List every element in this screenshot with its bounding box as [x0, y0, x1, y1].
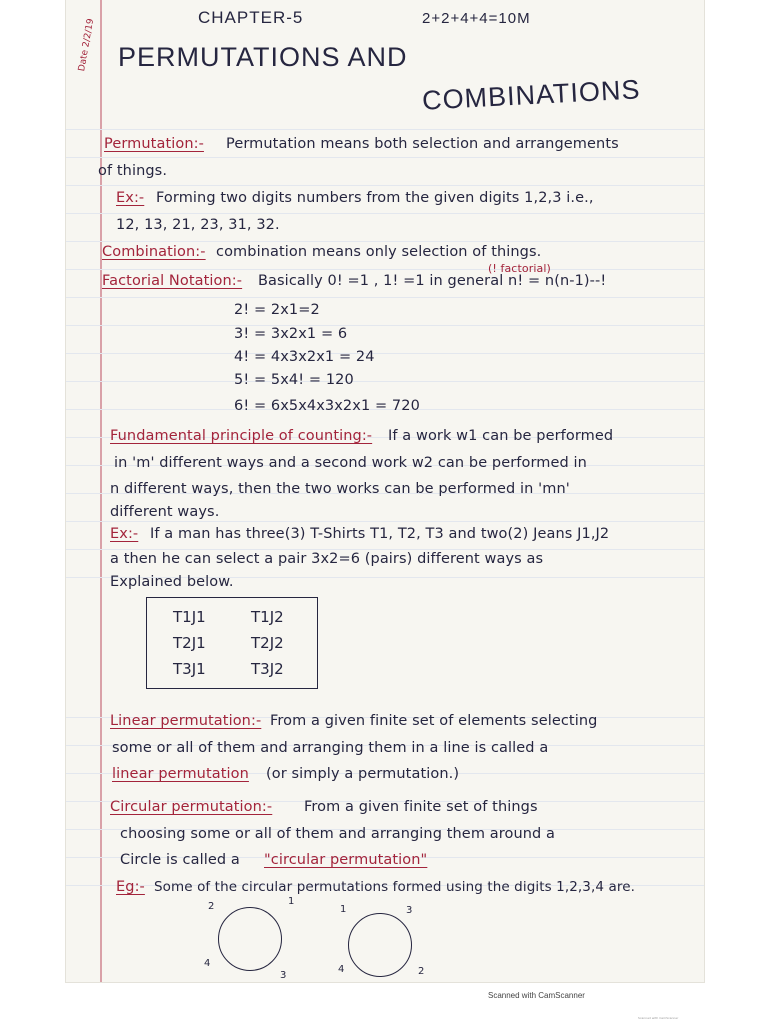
circular-ex-label: Eg:-: [116, 879, 145, 895]
fundamental-ex-2: a then he can select a pair 3x2=6 (pairs) different ways as: [110, 551, 544, 567]
circular-line-1: From a given finite set of things: [304, 799, 538, 815]
table-cell: T1J2: [251, 608, 284, 626]
fundamental-ex-label: Ex:-: [110, 526, 139, 542]
table-cell: T2J1: [173, 634, 206, 652]
circle-diagram-1: [218, 907, 282, 971]
marks-note: 2+2+4+4=10M: [422, 10, 531, 27]
circle2-label: 3: [406, 905, 413, 916]
circle1-label: 3: [280, 970, 287, 981]
linear-line-3b: (or simply a permutation.): [266, 766, 460, 782]
circle1-label: 1: [288, 896, 295, 907]
circular-line-3b: "circular permutation": [264, 852, 428, 868]
ruled-line: [66, 241, 704, 242]
factorial-line-2: 3! = 3x2x1 = 6: [234, 326, 348, 342]
ruled-line: [66, 129, 704, 130]
permutation-ex-label: Ex:-: [116, 190, 145, 206]
margin-line: [100, 0, 102, 982]
ruled-line: [66, 297, 704, 298]
factorial-def: Basically 0! =1 , 1! =1 in general n! = n(n-1)--!: [258, 273, 607, 289]
circle2-label: 2: [418, 966, 425, 977]
ruled-line: [66, 521, 704, 522]
factorial-line-5: 6! = 6x5x4x3x2x1 = 720: [234, 398, 420, 414]
permutation-term: Permutation:-: [104, 136, 204, 152]
fundamental-line-3: n different ways, then the two works can be performed in 'mn': [110, 481, 570, 497]
factorial-line-3: 4! = 4x3x2x1 = 24: [234, 349, 375, 365]
fundamental-ex-3: Explained below.: [110, 574, 234, 590]
fundamental-line-4: different ways.: [110, 504, 220, 520]
permutation-def-2: of things.: [98, 163, 168, 179]
circular-line-2: choosing some or all of them and arranging them around a: [120, 826, 556, 842]
linear-term: Linear permutation:-: [110, 713, 262, 729]
circle1-label: 4: [204, 958, 211, 969]
linear-line-2: some or all of them and arranging them in a line is called a: [112, 740, 549, 756]
circle2-label: 1: [340, 904, 347, 915]
linear-line-1: From a given finite set of elements selecting: [270, 713, 598, 729]
linear-line-3a: linear permutation: [112, 766, 249, 782]
ruled-line: [66, 353, 704, 354]
pairs-table: [146, 597, 318, 689]
circular-line-3a: Circle is called a: [120, 852, 240, 868]
factorial-line-1: 2! = 2x1=2: [234, 302, 320, 318]
scanner-watermark: Scanned with CamScanner: [488, 991, 585, 1000]
ruled-line: [66, 381, 704, 382]
ruled-line: [66, 213, 704, 214]
table-cell: T3J1: [173, 660, 206, 678]
table-cell: T1J1: [173, 608, 206, 626]
permutation-ex-2: 12, 13, 21, 23, 31, 32.: [116, 217, 280, 233]
fundamental-line-2: in 'm' different ways and a second work w2 can be performed in: [114, 455, 587, 471]
fundamental-line-1: If a work w1 can be performed: [388, 428, 614, 444]
table-cell: T2J2: [251, 634, 284, 652]
factorial-term: Factorial Notation:-: [102, 273, 243, 289]
circle1-label: 2: [208, 901, 215, 912]
notebook-page: [66, 0, 704, 982]
circular-term: Circular permutation:-: [110, 799, 273, 815]
circle2-label: 4: [338, 964, 345, 975]
table-cell: T3J2: [251, 660, 284, 678]
title-line-2: COMBINATIONS: [421, 74, 642, 116]
circular-ex: Some of the circular permutations formed using the digits 1,2,3,4 are.: [154, 879, 635, 895]
combination-term: Combination:-: [102, 244, 206, 260]
ruled-line: [66, 325, 704, 326]
factorial-line-4: 5! = 5x4! = 120: [234, 372, 354, 388]
combination-def: combination means only selection of things.: [216, 244, 542, 260]
date-stamp: Date 2/2/19: [77, 17, 97, 73]
chapter-label: CHAPTER-5: [198, 8, 304, 27]
ruled-line: [66, 269, 704, 270]
circle-diagram-2: [348, 913, 412, 977]
ruled-line: [66, 185, 704, 186]
ruled-line: [66, 157, 704, 158]
permutation-ex-1: Forming two digits numbers from the given digits 1,2,3 i.e.,: [156, 190, 594, 206]
fundamental-ex-1: If a man has three(3) T-Shirts T1, T2, T3 and two(2) Jeans J1,J2: [150, 526, 610, 542]
permutation-def-1: Permutation means both selection and arrangements: [226, 136, 619, 152]
scanner-watermark-small: Scanned with CamScanner: [638, 1016, 679, 1020]
fundamental-term: Fundamental principle of counting:-: [110, 428, 373, 444]
ruled-line: [66, 549, 704, 550]
title-line-1: PERMUTATIONS AND: [118, 42, 408, 72]
factorial-note: (! factorial): [488, 262, 551, 275]
